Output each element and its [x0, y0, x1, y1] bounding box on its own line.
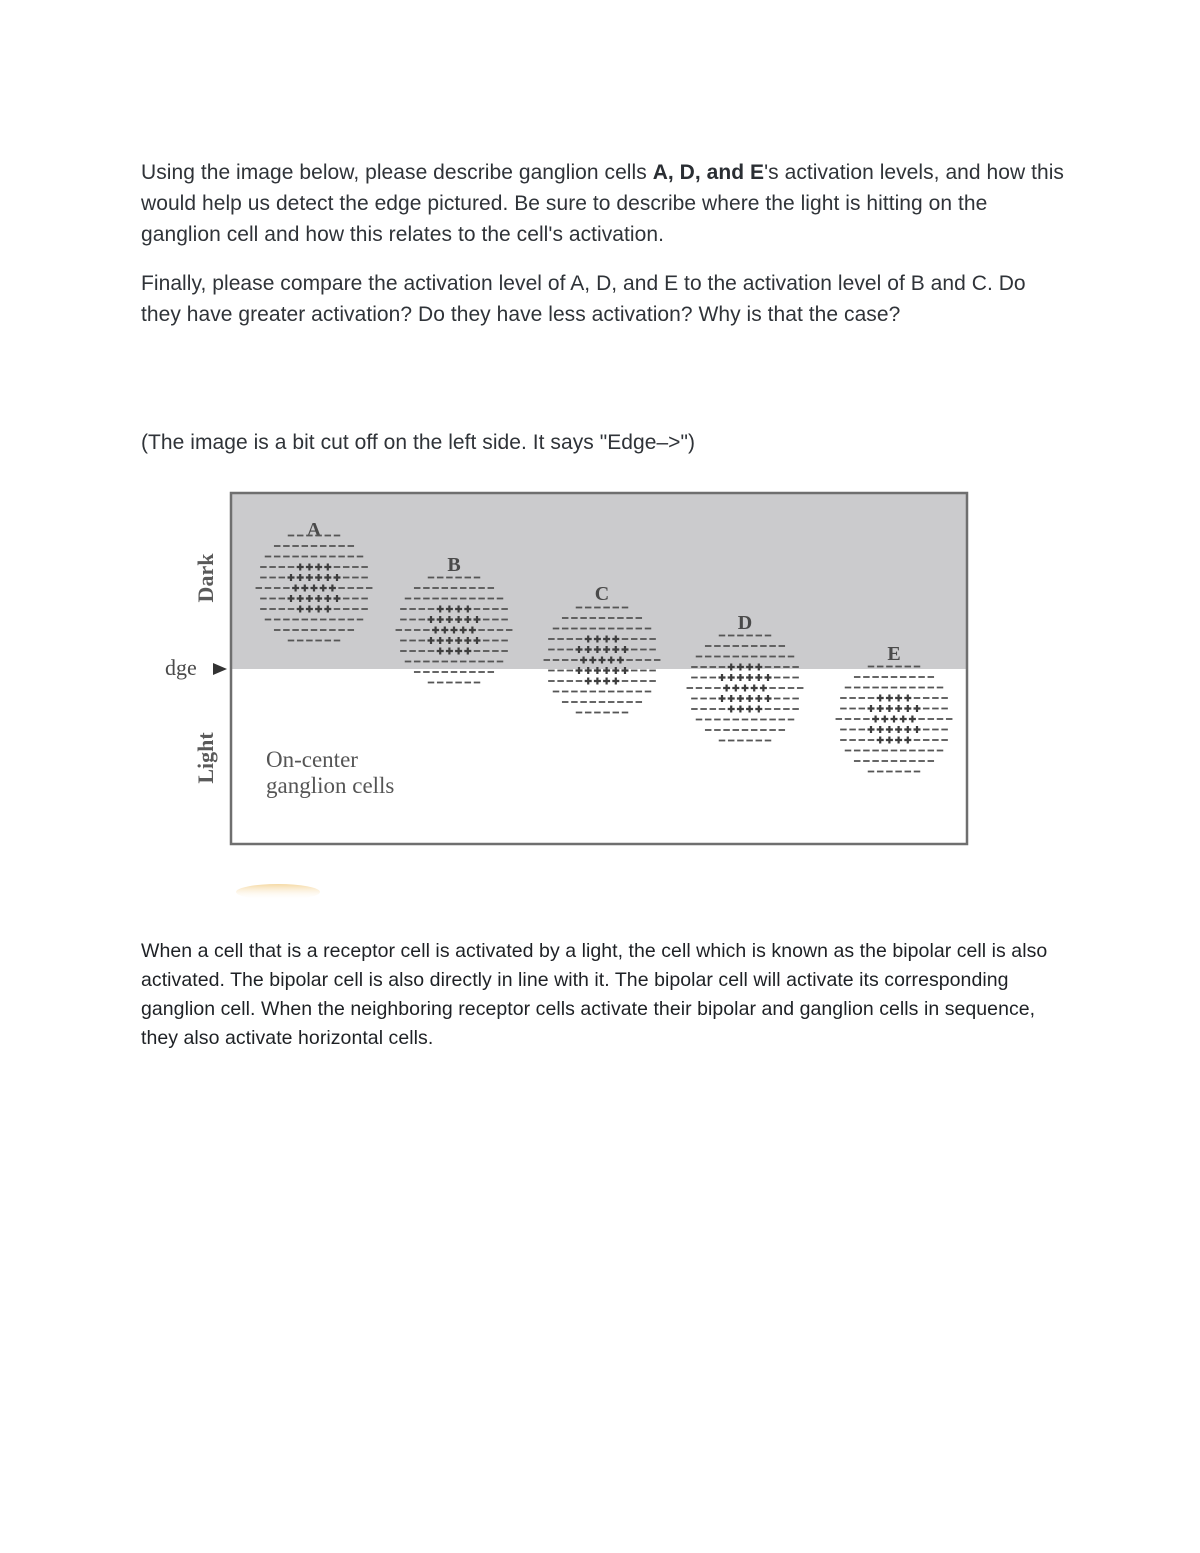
cell-label-b: B — [447, 554, 461, 576]
cell-label-e: E — [887, 643, 901, 665]
question-paragraph-1 — [141, 157, 1071, 250]
edge-arrow-icon — [213, 663, 227, 675]
image-note: (The image is a bit cut off on the left side. It says "Edge–>") — [141, 431, 696, 454]
dark-region — [231, 493, 967, 669]
ganglion-cell-figure — [150, 480, 980, 900]
question-text-start: Using the image below, please describe ganglion cells — [141, 161, 653, 184]
caption-line-2: ganglion cells — [266, 773, 395, 798]
cell-label-a: A — [306, 519, 322, 541]
cell-label-c: C — [594, 583, 610, 605]
axis-label-dark: Dark — [193, 553, 218, 603]
question-bold-cells: A, D, and E — [652, 161, 765, 184]
question-text-end: 's activation levels, and how this would help us detect the edge pictured. Be sure to describe where the light is hitting on the ganglion cell and how this relates to the cell's activation. — [141, 161, 1064, 246]
image-smudge — [236, 884, 320, 900]
caption-line-1: On-center — [266, 747, 358, 772]
question-paragraph-2: Finally, please compare the activation level of A, D, and E to the activation level of B and C. Do they have greater activation? Do they have less activation? Why is that the case? — [141, 272, 1026, 326]
answer-paragraph: When a cell that is a receptor cell is activated by a light, the cell which is known as the bipolar cell is also activated. The bipolar cell is also directly in line with it. The bipolar cell will activate its corresponding ganglion cell. When the neighboring receptor cells activate their bipolar and ganglion cells in sequence, they also activate horizontal cells. — [141, 940, 1048, 1049]
edge-label: dge — [165, 655, 197, 680]
axis-label-light: Light — [193, 732, 218, 784]
cell-label-d: D — [737, 612, 753, 634]
